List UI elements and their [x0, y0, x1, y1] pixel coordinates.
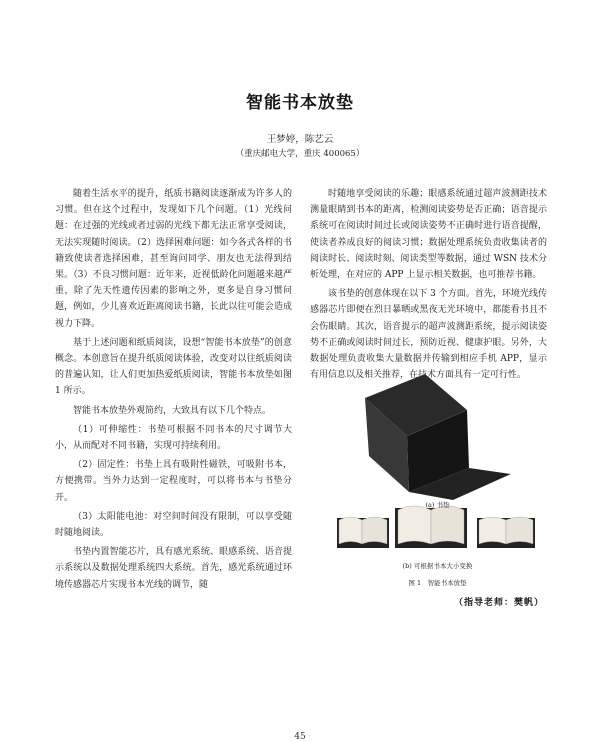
article-affiliation: （重庆邮电大学，重庆 400065） [235, 149, 365, 159]
paragraph: （3）太阳能电池：对空间时间没有限制，可以享受随时随地阅读。 [55, 511, 292, 539]
figure-caption-a: (a) 书垫 [425, 501, 450, 509]
paragraph: （1）可伸缩性：书垫可根据不同书本的尺寸调节大小，从而配对不同书籍，实现可持续利用。 [55, 424, 292, 452]
figure-1 [335, 370, 540, 590]
page-number: 45 [294, 732, 306, 742]
figure-illustration [335, 370, 540, 560]
paragraph: 基于上述问题和纸质阅读，设想“智能书本放垫”的创意概念。本创意旨在提升纸质阅读体验，改变对以往纸质阅读的普遍认知，让人们更加热爱纸质阅读，智能书本放垫如图 1 所示。 [55, 337, 292, 397]
paragraph: 该书垫的创意体现在以下 3 个方面。首先，环境光线传感器芯片即便在烈日暴晒或黑夜无光环境中，都能看书且不会伤眼睛。其次，语音提示的超声波测距系统，提示阅读姿势不正确或阅读时间过长，预防近视、健康护眼。另外，大数据处理负责收集大量数据并传输到相应手机 APP，显示有用信息以及相关推荐，在技术方面具有一定可行性。 [310, 289, 547, 381]
figure-caption: 图 1 智能书本放垫 [408, 579, 467, 587]
article-title: 智能书本放垫 [246, 93, 354, 113]
article-authors: 王梦婷，陈艺云 [266, 134, 334, 145]
paragraph: 智能书本放垫外观简约，大致具有以下几个特点。 [73, 405, 272, 416]
right-column [310, 186, 547, 383]
paragraph: 随着生活水平的提升，纸质书籍阅读逐渐成为许多人的习惯。但在这个过程中，发现如下几个问题。（1）光线问题：在过强的光线或者过弱的光线下都无法正常享受阅读，无法实现随时阅读。（2）选择困难问题：如今各式各样的书籍致使读者选择困难，甚至询问同学、朋友也无法得到结果。（3）不良习惯问题：近年来，近视低龄化问题越来越严重，除了先天性遗传因素的影响之外，更多是自身习惯问题，例如，少儿喜欢近距离阅读书籍，长此以往可能会造成视力下降。 [55, 189, 292, 329]
advisor-note: （指导老师：樊帆） [453, 598, 544, 608]
paragraph: 时随地享受阅读的乐趣；眼感系统通过超声波测距技术测量眼睛到书本的距离，检测阅读姿势是否正确；语音提示系统可在阅读时间过长或阅读姿势不正确时进行语音提醒，使读者养成良好的阅读习惯；数据处理系统负责收集读者的阅读时长、阅读时刻、阅读类型等数据，通过 WSN 技术分析处理，在对应的 APP 上显示相关数据，也可推荐书籍。 [310, 189, 547, 281]
paragraph: （2）固定性：书垫上具有吸附性磁铁，可吸附书本，方便携带。当外力达到一定程度时，可以将书本与书垫分开。 [55, 460, 292, 503]
figure-caption-b: (b) 可根据书本大小变换 [402, 562, 473, 570]
book-mat-image [365, 374, 511, 500]
resized-books-image [337, 506, 535, 548]
paragraph: 书垫内置智能芯片，具有感光系统、眼感系统、语音提示系统以及数据处理系统四大系统。首先，感光系统通过环境传感器芯片实现书本光线的调节，随 [55, 547, 292, 590]
left-column [55, 186, 292, 593]
